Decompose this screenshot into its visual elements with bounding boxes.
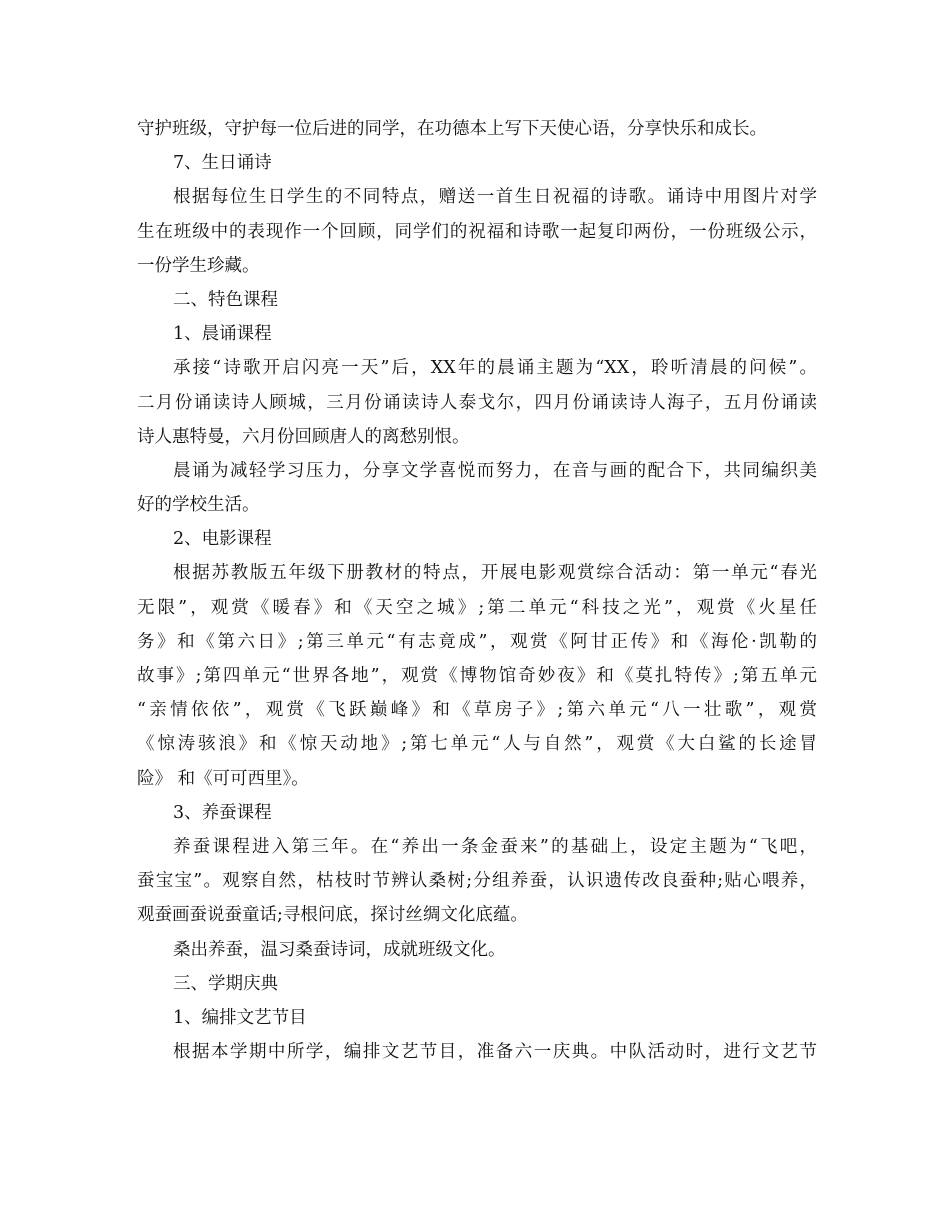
text-line: 二、特色课程: [173, 289, 278, 310]
text-line: 好的学校生活。: [137, 495, 260, 516]
text-line: 蚕宝宝”。观察自然，枯枝时节辨认桑树;分组养蚕，认识遗传改良蚕种;贴心喂养，: [137, 871, 817, 892]
text-line: 观蚕画蚕说蚕童话;寻根问底，探讨丝绸文化底蕴。: [137, 905, 528, 926]
text-line: 一份学生珍藏。: [137, 255, 260, 276]
text-line: 1、编排文艺节目: [173, 1007, 307, 1028]
text-line: 无限”，观赏《暖春》和《天空之城》;第二单元“科技之光”，观赏《火星任: [137, 597, 817, 618]
text-line: 根据每位生日学生的不同特点，赠送一首生日祝福的诗歌。诵诗中用图片对学: [173, 187, 817, 208]
text-line: 诗人惠特曼，六月份回顾唐人的离愁别恨。: [137, 426, 470, 447]
text-line: 守护班级，守护每一位后进的同学，在功德本上写下天使心语，分享快乐和成长。: [137, 119, 767, 139]
text-line: 晨诵为减轻学习压力，分享文学喜悦而努力，在音与画的配合下，共同编织美: [173, 460, 817, 481]
text-line: 务》和《第六日》;第三单元“有志竟成”，观赏《阿甘正传》和《海伦·凯勒的: [137, 631, 817, 652]
text-line: 养蚕课程进入第三年。在“养出一条金蚕来”的基础上，设定主题为“飞吧，: [173, 836, 817, 857]
text-line: 二月份诵读诗人顾城，三月份诵读诗人泰戈尔，四月份诵读诗人海子，五月份诵读: [137, 392, 817, 413]
text-line: 桑出养蚕，温习桑蚕诗词，成就班级文化。: [173, 939, 506, 960]
text-line: 三、学期庆典: [173, 973, 278, 994]
text-line: 故事》;第四单元“世界各地”，观赏《博物馆奇妙夜》和《莫扎特传》;第五单元: [137, 666, 817, 686]
text-line: 7、生日诵诗: [173, 153, 272, 174]
text-line: 根据本学期中所学，编排文艺节目，准备六一庆典。中队活动时，进行文艺节: [173, 1042, 817, 1063]
text-line: 承接“诗歌开启闪亮一天”后，XX年的晨诵主题为“XX，聆听清晨的问候”。: [173, 358, 817, 379]
text-line: 1、晨诵课程: [173, 324, 272, 345]
text-line: 生在班级中的表现作一个回顾，同学们的祝福和诗歌一起复印两份，一份班级公示，: [137, 221, 817, 242]
text-line: 根据苏教版五年级下册教材的特点，开展电影观赏综合活动：第一单元“春光: [173, 563, 817, 584]
document-page: [137, 112, 817, 1069]
text-line: 险》 和《可可西里》。: [137, 768, 309, 789]
text-line: “亲情依依”，观赏《飞跃巅峰》和《草房子》;第六单元“八一壮歌”，观赏: [137, 700, 817, 721]
text-line: 3、养蚕课程: [173, 802, 272, 823]
text-line: 2、电影课程: [173, 529, 272, 550]
text-line: 《惊涛骇浪》和《惊天动地》;第七单元“人与自然”，观赏《大白鲨的长途冒: [137, 734, 817, 755]
